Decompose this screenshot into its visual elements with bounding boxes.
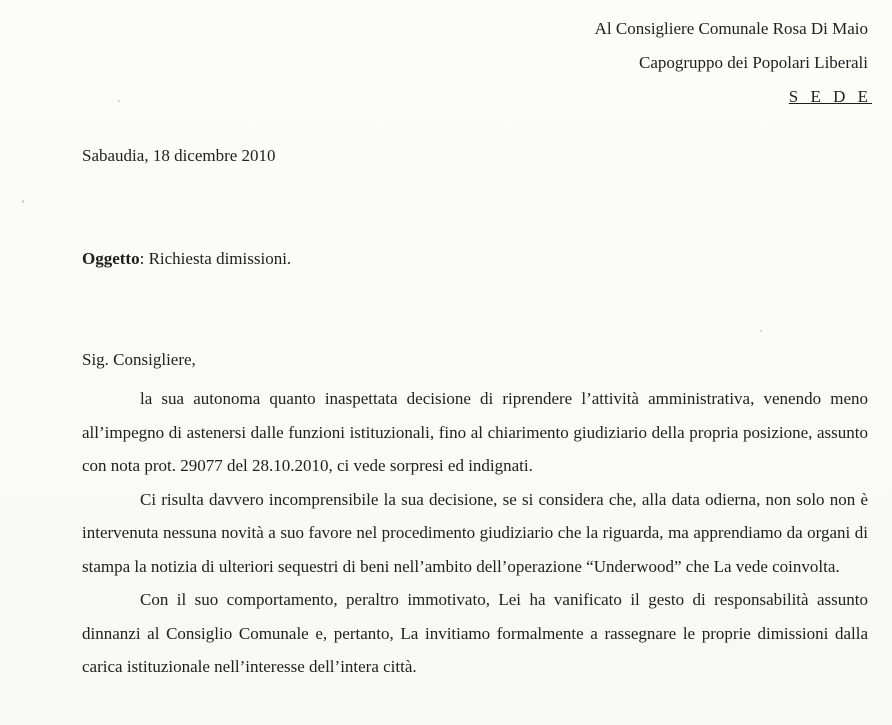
subject-label: Oggetto bbox=[82, 249, 140, 268]
recipient-line-3: S E D E bbox=[788, 87, 872, 106]
letter-body bbox=[82, 382, 868, 684]
recipient-line-2: Capogruppo dei Popolari Liberali bbox=[639, 53, 868, 72]
body-paragraph-3: Con il suo comportamento, peraltro immotivato, Lei ha vanificato il gesto di responsabilità assunto dinnanzi al Consiglio Comunale e, pertanto, La invitiamo formalmente a rassegnare le proprie dimissioni dalla carica istituzionale nell’interesse dell’intera città. bbox=[82, 590, 868, 676]
letter-salutation: Sig. Consigliere, bbox=[82, 350, 196, 369]
recipient-line-1: Al Consigliere Comunale Rosa Di Maio bbox=[594, 19, 868, 38]
scan-speck bbox=[118, 100, 120, 102]
letter-subject bbox=[82, 249, 291, 269]
subject-text: : Richiesta dimissioni. bbox=[139, 249, 292, 268]
recipient-block bbox=[594, 12, 872, 114]
scan-speck bbox=[22, 200, 24, 203]
body-paragraph-1: la sua autonoma quanto inaspettata decisione di riprendere l’attività amministrativa, venendo meno all’impegno di astenersi dalle funzioni istituzionali, fino al chiarimento giudiziario della propria posizione, assunto con nota prot. 29077 del 28.10.2010, ci vede sorpresi ed indignati. bbox=[82, 389, 868, 475]
body-paragraph-2: Ci risulta davvero incomprensibile la sua decisione, se si considera che, alla data odierna, non solo non è intervenuta nessuna novità a suo favore nel procedimento giudiziario che la riguarda, ma apprendiamo da organi di stampa la notizia di ulteriori sequestri di beni nell’ambito dell’operazione “Underwood” che La vede coinvolta. bbox=[82, 489, 868, 576]
scan-speck bbox=[760, 330, 762, 332]
letter-date: Sabaudia, 18 dicembre 2010 bbox=[82, 146, 276, 165]
